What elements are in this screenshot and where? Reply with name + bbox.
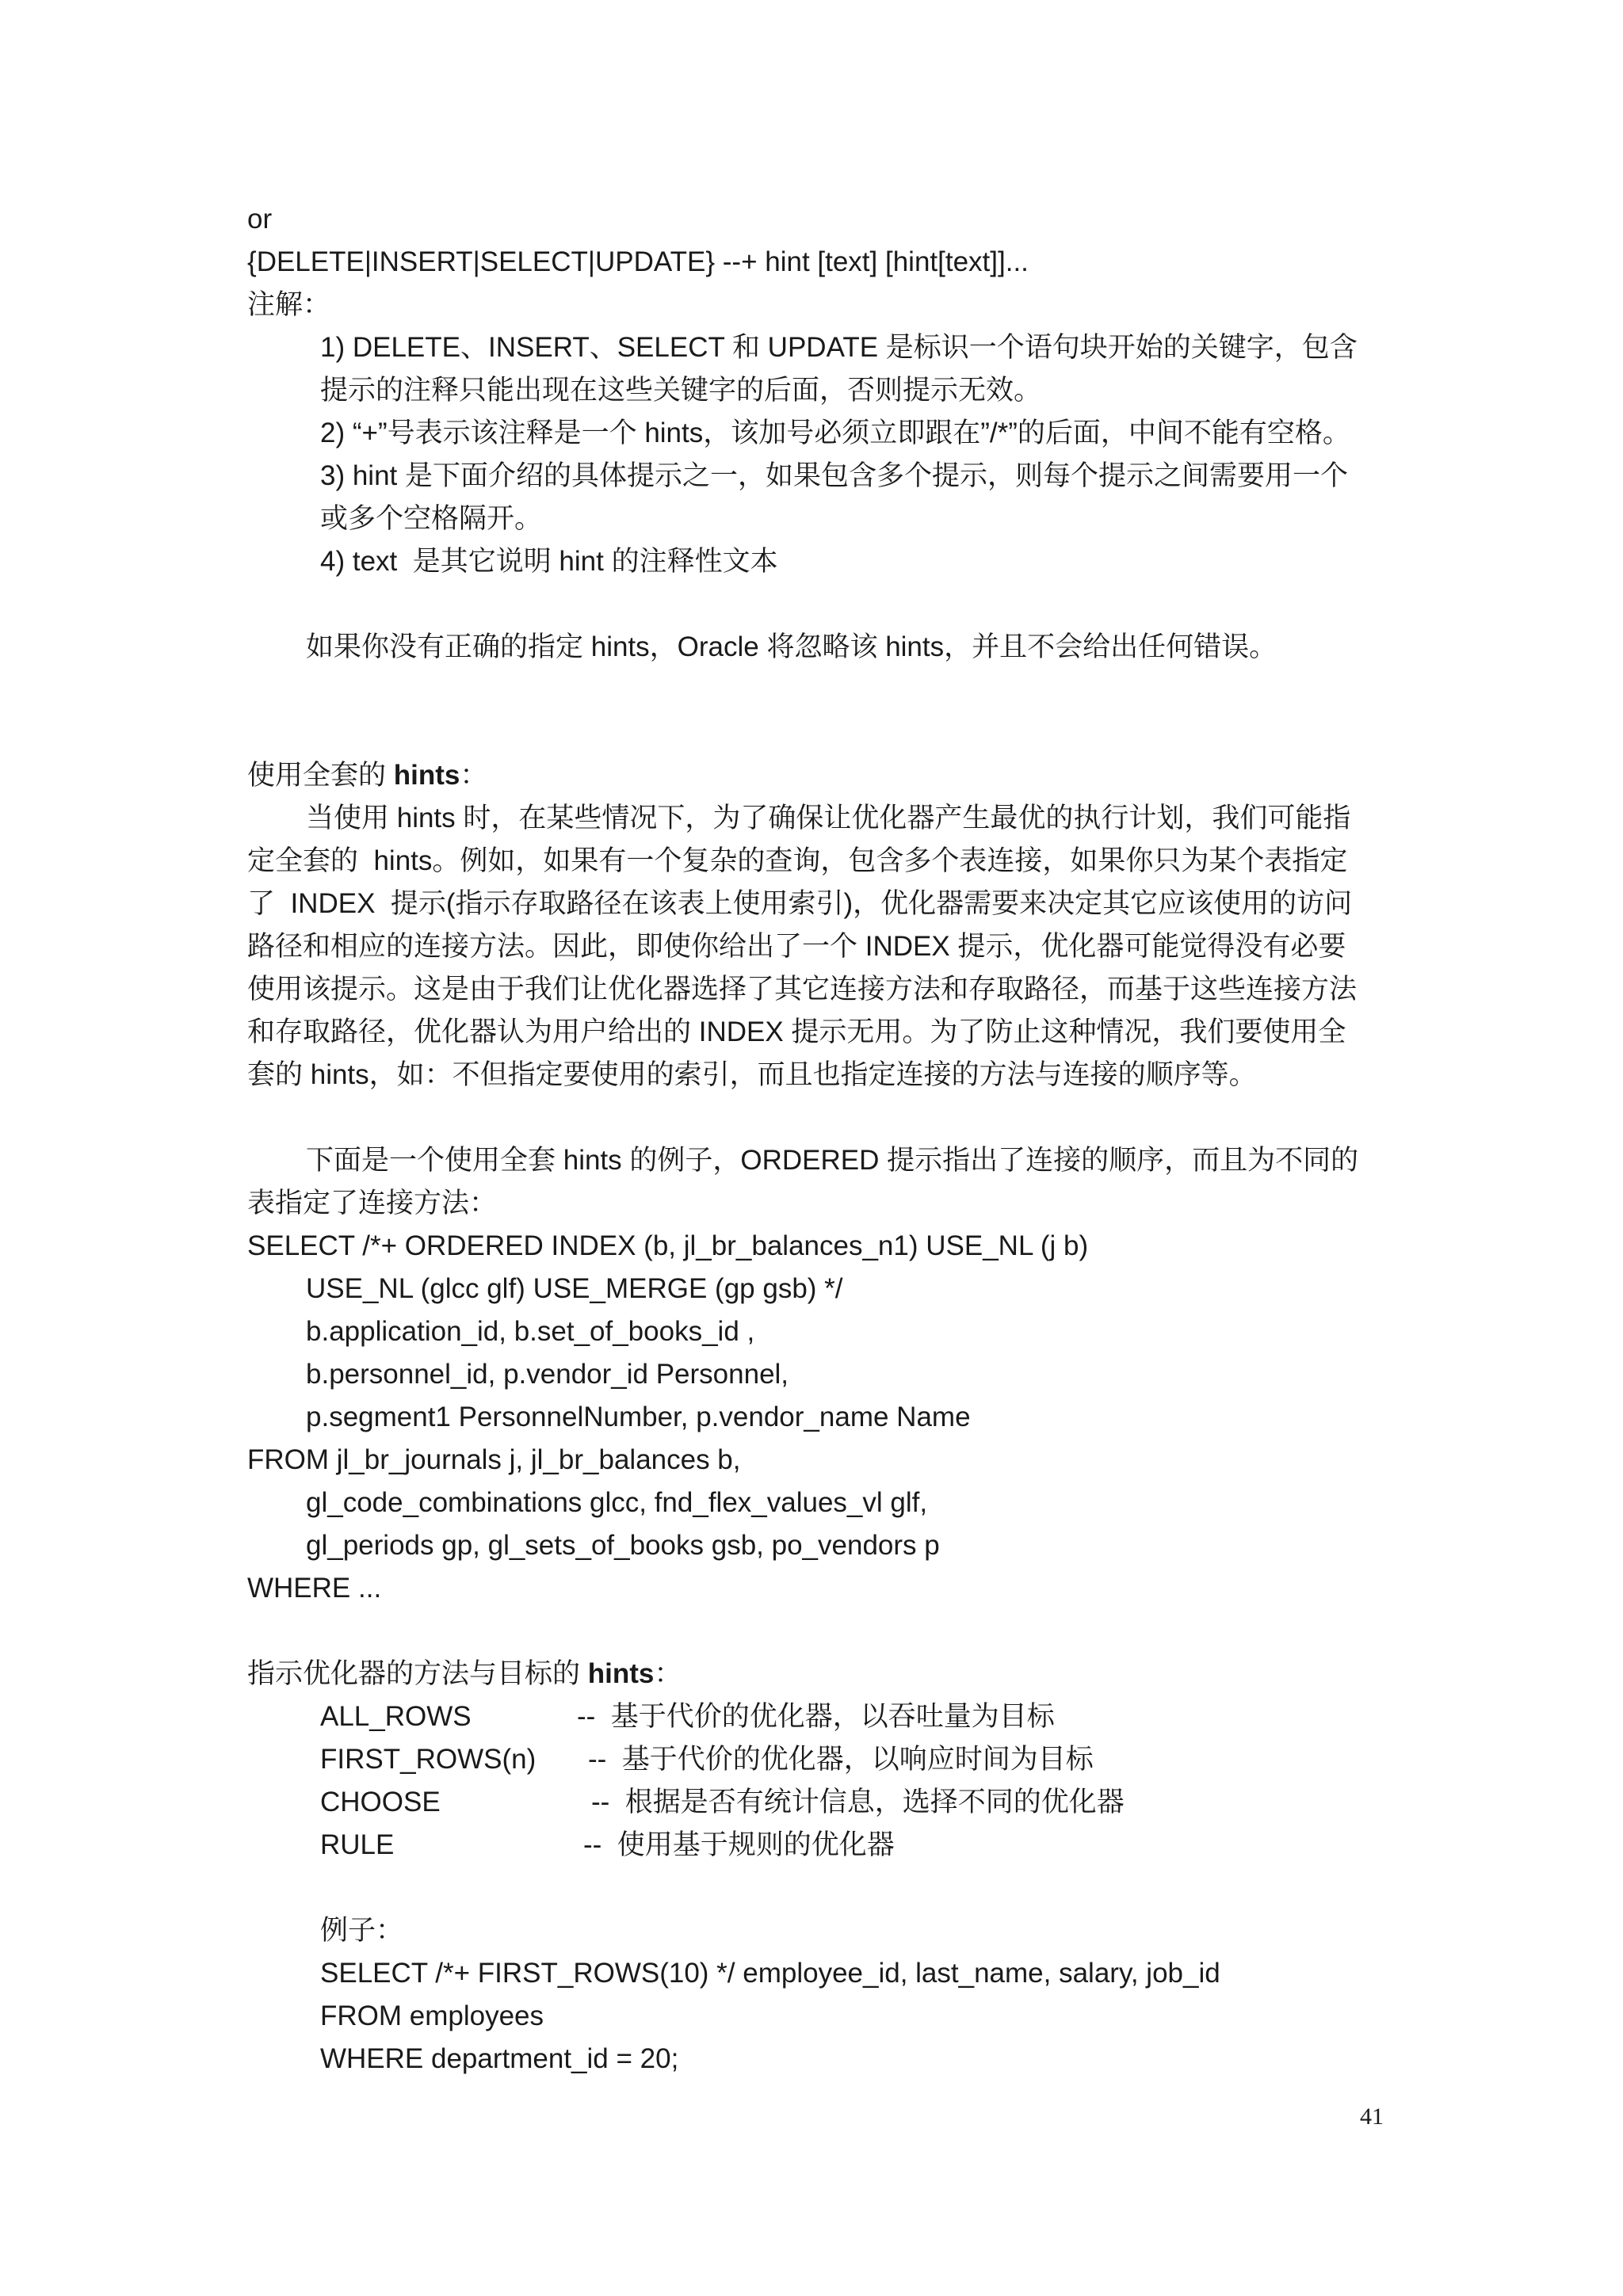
syntax-form: {DELETE|INSERT|SELECT|UPDATE} --+ hint [text] [hint[text]]... (247, 246, 1029, 277)
paragraph-line: 定全套的 hints。例如，如果有一个复杂的查询，包含多个表连接，如果你只为某个表指定 (247, 845, 1348, 876)
warning-text: 如果你没有正确的指定 hints，Oracle 将忽略该 hints，并且不会给出任何错误。 (306, 631, 1277, 662)
heading-prefix: 指示优化器的方法与目标的 (247, 1658, 588, 1689)
example-intro-line: 表指定了连接方法： (247, 1188, 498, 1219)
code-line: gl_code_combinations glcc, fnd_flex_values_vl glf, (306, 1487, 928, 1518)
syntax-or: or (247, 204, 273, 235)
paragraph-line: 和存取路径，优化器认为用户给出的 INDEX 提示无用。为了防止这种情况，我们要使用全 (247, 1016, 1346, 1047)
code-line: FROM jl_br_journals j, jl_br_balances b, (247, 1444, 741, 1475)
heading-suffix: ： (460, 760, 488, 791)
hint-name: CHOOSE (320, 1787, 441, 1817)
note-line: 2) “+”号表示该注释是一个 hints，该加号必须立即跟在”/*”的后面，中间不能有空格。 (320, 418, 1350, 448)
code-line: WHERE ... (247, 1573, 382, 1604)
paragraph-line: 套的 hints，如：不但指定要使用的索引，而且也指定连接的方法与连接的顺序等。 (247, 1059, 1257, 1090)
code-line: FROM employees (320, 2000, 544, 2031)
heading-bold: hints (393, 760, 460, 791)
notes-label: 注解： (247, 289, 331, 320)
example-intro-line: 下面是一个使用全套 hints 的例子，ORDERED 提示指出了连接的顺序，而且为不同的 (306, 1145, 1359, 1176)
hint-desc: -- 基于代价的优化器，以响应时间为目标 (588, 1744, 1094, 1775)
note-line: 提示的注释只能出现在这些关键字的后面，否则提示无效。 (320, 375, 1042, 406)
heading-prefix: 使用全套的 (247, 760, 394, 791)
code-line: WHERE department_id = 20; (320, 2043, 679, 2074)
code-line: SELECT /*+ FIRST_ROWS(10) */ employee_id, last_name, salary, job_id (320, 1958, 1220, 1989)
hint-name: ALL_ROWS (320, 1701, 472, 1732)
paragraph-line: 了 INDEX 提示(指示存取路径在该表上使用索引)，优化器需要来决定其它应该使用的访问 (247, 888, 1353, 919)
code-line: p.segment1 PersonnelNumber, p.vendor_name Name (306, 1402, 971, 1432)
hint-desc: -- 使用基于规则的优化器 (583, 1829, 895, 1860)
code-line: USE_NL (glcc glf) USE_MERGE (gp gsb) */ (306, 1273, 843, 1304)
code-line: gl_periods gp, gl_sets_of_books gsb, po_vendors p (306, 1530, 940, 1561)
note-line: 4) text 是其它说明 hint 的注释性文本 (320, 546, 778, 577)
heading-bold: hints (587, 1658, 655, 1689)
example-label: 例子： (320, 1915, 404, 1946)
section-heading-full-hints (247, 754, 487, 797)
code-line: b.application_id, b.set_of_books_id , (306, 1316, 755, 1347)
paragraph-line: 路径和相应的连接方法。因此，即使你给出了一个 INDEX 提示，优化器可能觉得没有必要 (247, 931, 1346, 962)
heading-suffix: ： (654, 1658, 682, 1689)
paragraph-line: 当使用 hints 时，在某些情况下，为了确保让优化器产生最优的执行计划，我们可能指 (306, 803, 1351, 833)
section-heading-optimizer-hints (247, 1653, 682, 1695)
note-line: 或多个空格隔开。 (320, 503, 543, 534)
hint-desc: -- 根据是否有统计信息，选择不同的优化器 (591, 1787, 1125, 1817)
paragraph-line: 使用该提示。这是由于我们让优化器选择了其它连接方法和存取路径，而基于这些连接方法 (247, 974, 1358, 1005)
note-line: 1) DELETE、INSERT、SELECT 和 UPDATE 是标识一个语句块开始的关键字，包含 (320, 332, 1358, 363)
hint-desc: -- 基于代价的优化器，以吞吐量为目标 (577, 1701, 1055, 1732)
note-line: 3) hint 是下面介绍的具体提示之一，如果包含多个提示，则每个提示之间需要用一个 (320, 460, 1349, 491)
hint-name: RULE (320, 1829, 395, 1860)
hint-name: FIRST_ROWS(n) (320, 1744, 537, 1775)
page-number: 41 (1360, 2103, 1384, 2130)
code-line: b.personnel_id, p.vendor_id Personnel, (306, 1359, 789, 1390)
code-line: SELECT /*+ ORDERED INDEX (b, jl_br_balances_n1) USE_NL (j b) (247, 1230, 1089, 1261)
